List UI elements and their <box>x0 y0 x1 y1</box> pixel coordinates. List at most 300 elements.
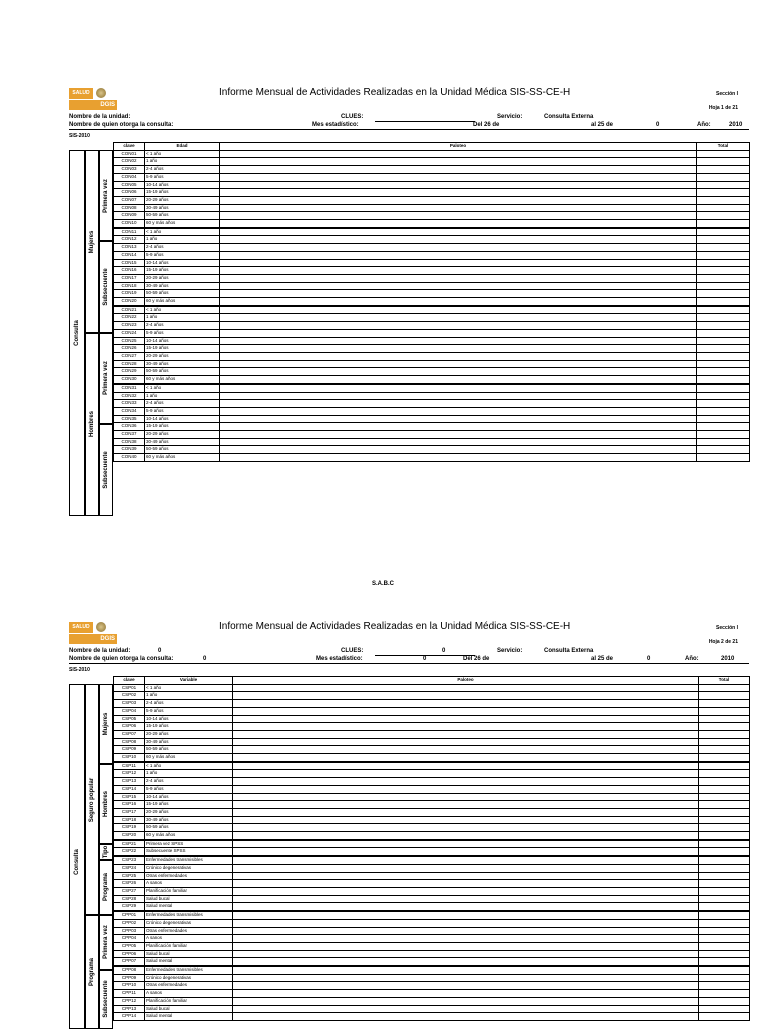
row-label: 2-4 años <box>145 166 220 174</box>
total-cell[interactable] <box>699 684 750 692</box>
total-cell[interactable] <box>699 990 750 998</box>
row-label: 1 año <box>145 158 220 166</box>
column-header: Edad <box>145 143 220 151</box>
row-code: CSP05 <box>114 715 145 723</box>
row-code: CON17 <box>114 274 145 282</box>
row-code: CPP01 <box>114 911 145 919</box>
total-cell[interactable] <box>699 880 750 888</box>
paloteo-cell[interactable] <box>233 864 699 872</box>
month-value[interactable]: 0 <box>423 656 427 662</box>
row-code: CPP14 <box>114 1013 145 1021</box>
row-label: 2-4 años <box>145 400 220 408</box>
total-cell[interactable] <box>699 903 750 911</box>
paloteo-cell[interactable] <box>233 935 699 943</box>
group-primera-vez: Primera vez <box>103 925 109 959</box>
row-code: CSP07 <box>114 730 145 738</box>
total-cell[interactable] <box>699 919 750 927</box>
row-label: Salud bucal <box>145 950 233 958</box>
report-title: Informe Mensual de Actividades Realizadas en la Unidad Médica SIS-SS-CE-H <box>219 87 571 98</box>
to-label: al 25 de <box>591 122 614 128</box>
row-label: 60 y más años <box>145 754 233 762</box>
paloteo-cell[interactable] <box>233 808 699 816</box>
to-value[interactable]: 0 <box>647 656 651 662</box>
group-subsecuente-m: Subsecuente <box>103 268 109 306</box>
row-code: CON34 <box>114 407 145 415</box>
total-cell[interactable] <box>699 808 750 816</box>
paloteo-cell[interactable] <box>233 738 699 746</box>
from-label: Del 26 de <box>463 656 490 662</box>
table-row <box>114 715 750 723</box>
table-row <box>114 684 750 692</box>
total-cell[interactable] <box>699 1005 750 1013</box>
row-code: CON09 <box>114 212 145 220</box>
row-label: 5-9 años <box>145 329 220 337</box>
paloteo-cell[interactable] <box>233 715 699 723</box>
row-label: Otras enfermedades <box>145 982 233 990</box>
row-code: CON01 <box>114 150 145 158</box>
total-cell[interactable] <box>699 911 750 919</box>
row-label: 20-29 años <box>145 352 220 360</box>
paloteo-cell[interactable] <box>233 919 699 927</box>
row-label: 30-49 años <box>145 738 233 746</box>
total-cell[interactable] <box>699 856 750 864</box>
row-code: CON21 <box>114 306 145 314</box>
paloteo-cell[interactable] <box>233 684 699 692</box>
row-label: 10-14 años <box>145 337 220 345</box>
paloteo-cell[interactable] <box>233 754 699 762</box>
paloteo-cell[interactable] <box>233 778 699 786</box>
row-label: Salud mental <box>145 1013 233 1021</box>
paloteo-cell[interactable] <box>233 746 699 754</box>
row-code: CSP26 <box>114 880 145 888</box>
table-row <box>114 793 750 801</box>
total-cell[interactable] <box>699 738 750 746</box>
total-cell[interactable] <box>699 785 750 793</box>
row-label: Planificación familiar <box>145 887 233 895</box>
unit-value[interactable]: 0 <box>158 648 162 654</box>
row-label: 10-14 años <box>145 793 233 801</box>
row-label: 15-19 años <box>145 801 233 809</box>
year-label: Año: <box>697 122 711 128</box>
total-cell[interactable] <box>699 832 750 840</box>
paloteo-cell[interactable] <box>233 887 699 895</box>
paloteo-cell[interactable] <box>233 832 699 840</box>
clues-value[interactable]: 0 <box>442 648 446 654</box>
total-cell[interactable] <box>699 895 750 903</box>
total-cell[interactable] <box>699 692 750 700</box>
row-code: CON14 <box>114 251 145 259</box>
row-label: A sanos <box>145 935 233 943</box>
row-label: 15-19 años <box>145 189 220 197</box>
row-label: Crónico degenerativas <box>145 864 233 872</box>
to-value[interactable]: 0 <box>656 122 660 128</box>
total-cell[interactable] <box>699 840 750 848</box>
group-consulta: Consulta <box>74 849 80 875</box>
row-code: CON12 <box>114 236 145 244</box>
row-code: CSP28 <box>114 895 145 903</box>
row-code: CON11 <box>114 228 145 236</box>
row-label: 10-14 años <box>145 259 220 267</box>
column-header: Paloteo <box>220 143 697 151</box>
clues-label: CLUES: <box>341 648 364 654</box>
service-label: Servicio: <box>497 648 523 654</box>
table-row <box>114 746 750 754</box>
table-row <box>114 887 750 895</box>
group-mujeres: Mujeres <box>103 712 109 736</box>
salud-dgis-logo <box>69 622 117 644</box>
table-row <box>114 754 750 762</box>
row-code: CON24 <box>114 329 145 337</box>
unit-label: Nombre de la unidad: <box>69 114 131 120</box>
row-code: CON15 <box>114 259 145 267</box>
seguro-popular-table <box>113 676 750 1021</box>
paloteo-cell[interactable] <box>233 990 699 998</box>
total-cell[interactable] <box>699 887 750 895</box>
month-label: Mes estadístico: <box>312 122 359 128</box>
row-label: Primera vez SPSS <box>145 840 233 848</box>
table-row <box>114 801 750 809</box>
row-code: CON07 <box>114 196 145 204</box>
row-label: 5-9 años <box>145 173 220 181</box>
total-cell[interactable] <box>699 730 750 738</box>
paloteo-cell[interactable] <box>233 707 699 715</box>
salud-logo-label: SALUD <box>69 88 93 99</box>
paloteo-cell[interactable] <box>233 856 699 864</box>
row-label: 15-19 años <box>145 723 233 731</box>
row-code: CPP11 <box>114 990 145 998</box>
total-cell[interactable] <box>699 942 750 950</box>
paloteo-cell[interactable] <box>233 895 699 903</box>
row-code: CON08 <box>114 204 145 212</box>
table-row <box>114 700 750 708</box>
row-code: CSP17 <box>114 808 145 816</box>
group-subsecuente: Subsecuente <box>103 980 109 1018</box>
row-code: CON31 <box>114 384 145 392</box>
total-cell[interactable] <box>699 958 750 966</box>
total-cell[interactable] <box>699 864 750 872</box>
table-header <box>114 677 750 685</box>
total-cell[interactable] <box>699 754 750 762</box>
row-code: CPP04 <box>114 935 145 943</box>
paloteo-cell[interactable] <box>233 700 699 708</box>
row-label: 50-59 años <box>145 368 220 376</box>
total-cell[interactable] <box>699 700 750 708</box>
column-header: clave <box>114 143 145 151</box>
table-row <box>114 856 750 864</box>
row-label: Otras enfermedades <box>145 872 233 880</box>
paloteo-cell[interactable] <box>233 848 699 856</box>
row-code: CSP29 <box>114 903 145 911</box>
group-primera-vez-h: Primera vez <box>103 361 109 395</box>
paloteo-cell[interactable] <box>233 974 699 982</box>
row-label: Crónico degenerativas <box>145 974 233 982</box>
row-label: 50-59 años <box>145 746 233 754</box>
row-label: 20-29 años <box>145 431 220 439</box>
year-label: Año: <box>685 656 699 662</box>
row-label: 1 año <box>145 236 220 244</box>
row-label: Planificación familiar <box>145 997 233 1005</box>
row-code: CON02 <box>114 158 145 166</box>
row-code: CPP02 <box>114 919 145 927</box>
table-row <box>114 770 750 778</box>
row-code: CON40 <box>114 454 145 462</box>
paloteo-cell[interactable] <box>233 762 699 770</box>
row-code: CSP27 <box>114 887 145 895</box>
salud-logo-label: SALUD <box>69 622 93 633</box>
row-code: CON35 <box>114 415 145 423</box>
row-label: 50-59 años <box>145 824 233 832</box>
footer-text: S.A.B.C <box>372 581 395 587</box>
row-code: CSP09 <box>114 746 145 754</box>
report-title: Informe Mensual de Actividades Realizadas en la Unidad Médica SIS-SS-CE-H <box>219 621 571 632</box>
table-row <box>114 785 750 793</box>
row-label: < 1 año <box>145 150 220 158</box>
total-cell[interactable] <box>699 974 750 982</box>
row-label: 5-9 años <box>145 407 220 415</box>
paloteo-cell[interactable] <box>233 793 699 801</box>
row-code: CSP18 <box>114 816 145 824</box>
total-cell[interactable] <box>699 793 750 801</box>
row-label: 1 año <box>145 692 233 700</box>
row-label: 15-19 años <box>145 423 220 431</box>
paloteo-cell[interactable] <box>233 958 699 966</box>
dgis-logo-label: DGIS <box>69 634 117 644</box>
paloteo-cell[interactable] <box>233 997 699 1005</box>
row-code: CON05 <box>114 181 145 189</box>
row-label: 10-14 años <box>145 181 220 189</box>
paloteo-cell[interactable] <box>233 872 699 880</box>
table-row <box>114 919 750 927</box>
group-hombres: Hombres <box>89 410 95 438</box>
total-cell[interactable] <box>699 778 750 786</box>
row-code: CON25 <box>114 337 145 345</box>
paloteo-cell[interactable] <box>233 723 699 731</box>
row-code: CON30 <box>114 376 145 384</box>
total-cell[interactable] <box>699 997 750 1005</box>
row-label: < 1 año <box>145 384 220 392</box>
row-label: 30-49 años <box>145 282 220 290</box>
grants-label: Nombre de quien otorga la consulta: <box>69 656 174 662</box>
group-consulta: Consulta <box>74 320 80 346</box>
row-label: Crónico degenerativas <box>145 919 233 927</box>
group-programa-outer: Programa <box>89 957 95 987</box>
service-value[interactable]: Consulta Externa <box>544 114 594 120</box>
paloteo-cell[interactable] <box>233 966 699 974</box>
total-cell[interactable] <box>699 927 750 935</box>
row-label: 5-9 años <box>145 785 233 793</box>
total-cell[interactable] <box>699 1013 750 1021</box>
row-code: CON33 <box>114 400 145 408</box>
paloteo-cell[interactable] <box>233 824 699 832</box>
row-code: CON36 <box>114 423 145 431</box>
grants-value[interactable]: 0 <box>203 656 207 662</box>
row-label: 30-49 años <box>145 816 233 824</box>
row-label: 20-29 años <box>145 274 220 282</box>
group-hombres: Hombres <box>103 790 109 818</box>
total-cell[interactable] <box>699 848 750 856</box>
table-row <box>114 707 750 715</box>
paloteo-cell[interactable] <box>233 950 699 958</box>
paloteo-cell[interactable] <box>233 927 699 935</box>
total-cell[interactable] <box>699 770 750 778</box>
from-label: Del 26 de <box>473 122 500 128</box>
paloteo-cell[interactable] <box>233 903 699 911</box>
row-label: 5-9 años <box>145 707 233 715</box>
total-cell[interactable] <box>699 950 750 958</box>
row-code: CON13 <box>114 244 145 252</box>
total-cell[interactable] <box>699 816 750 824</box>
unit-label: Nombre de la unidad: <box>69 648 131 654</box>
dgis-logo-label: DGIS <box>69 100 117 110</box>
row-code: CON19 <box>114 290 145 298</box>
row-label: Enfermedades transmisibles <box>145 966 233 974</box>
table-row <box>114 911 750 919</box>
row-label: < 1 año <box>145 228 220 236</box>
row-code: CSP06 <box>114 723 145 731</box>
row-code: CON26 <box>114 345 145 353</box>
table-row <box>114 730 750 738</box>
row-label: 60 y más años <box>145 298 220 306</box>
row-code: CPP03 <box>114 927 145 935</box>
total-cell[interactable] <box>699 715 750 723</box>
total-cell[interactable] <box>699 872 750 880</box>
paloteo-cell[interactable] <box>233 730 699 738</box>
table-row <box>114 692 750 700</box>
row-label: 30-49 años <box>145 438 220 446</box>
row-code: CSP02 <box>114 692 145 700</box>
table-row <box>114 824 750 832</box>
table-row <box>114 935 750 943</box>
paloteo-cell[interactable] <box>233 1013 699 1021</box>
table-row <box>114 997 750 1005</box>
row-code: CPP12 <box>114 997 145 1005</box>
paloteo-cell[interactable] <box>233 801 699 809</box>
clues-label: CLUES: <box>341 114 364 120</box>
table-row <box>114 1013 750 1021</box>
row-code: CSP21 <box>114 840 145 848</box>
row-code: CSP23 <box>114 856 145 864</box>
paloteo-cell[interactable] <box>233 982 699 990</box>
year-value[interactable]: 2010 <box>729 122 743 128</box>
form-code: SIS-2010 <box>69 667 90 673</box>
form-code: SIS-2010 <box>69 133 90 139</box>
column-header: Total <box>697 143 750 151</box>
row-code: CON16 <box>114 267 145 275</box>
row-label: 60 y más años <box>145 454 220 462</box>
row-label: < 1 año <box>145 306 220 314</box>
total-cell[interactable] <box>699 762 750 770</box>
paloteo-cell[interactable] <box>233 911 699 919</box>
month-label: Mes estadístico: <box>316 656 363 662</box>
row-label: 60 y más años <box>145 376 220 384</box>
table-row <box>114 762 750 770</box>
table-row <box>114 990 750 998</box>
paloteo-cell[interactable] <box>233 840 699 848</box>
row-code: CSP12 <box>114 770 145 778</box>
row-label: 15-19 años <box>145 267 220 275</box>
table-row <box>114 982 750 990</box>
row-code: CPP13 <box>114 1005 145 1013</box>
row-code: CON29 <box>114 368 145 376</box>
table-row <box>114 927 750 935</box>
seal-icon <box>96 622 106 632</box>
row-label: 20-29 años <box>145 808 233 816</box>
group-seguro-popular: Seguro popular <box>89 777 95 823</box>
row-code: CPP07 <box>114 958 145 966</box>
to-label: al 25 de <box>591 656 614 662</box>
table-row <box>114 1005 750 1013</box>
table-row <box>114 808 750 816</box>
table-row <box>114 966 750 974</box>
service-value[interactable]: Consulta Externa <box>544 648 594 654</box>
row-label: Otras enfermedades <box>145 927 233 935</box>
row-label: 60 y más años <box>145 832 233 840</box>
column-header: Paloteo <box>233 677 699 685</box>
group-programa: Programa <box>103 872 109 902</box>
row-label: 5-9 años <box>145 251 220 259</box>
sheet-number: Hoja 1 de 21 <box>708 105 738 111</box>
row-label: 30-49 años <box>145 360 220 368</box>
total-cell[interactable] <box>699 746 750 754</box>
row-code: CSP19 <box>114 824 145 832</box>
total-cell[interactable] <box>699 723 750 731</box>
row-code: CSP22 <box>114 848 145 856</box>
total-cell[interactable] <box>699 707 750 715</box>
total-cell[interactable] <box>699 982 750 990</box>
total-cell[interactable] <box>699 935 750 943</box>
row-code: CON27 <box>114 352 145 360</box>
total-cell[interactable] <box>699 824 750 832</box>
row-code: CON38 <box>114 438 145 446</box>
row-code: CSP13 <box>114 778 145 786</box>
row-code: CSP25 <box>114 872 145 880</box>
paloteo-cell[interactable] <box>233 770 699 778</box>
row-code: CSP15 <box>114 793 145 801</box>
service-label: Servicio: <box>497 114 523 120</box>
paloteo-cell[interactable] <box>233 692 699 700</box>
row-label: 60 y más años <box>145 220 220 228</box>
row-label: Salud mental <box>145 903 233 911</box>
row-code: CON06 <box>114 189 145 197</box>
row-label: Salud bucal <box>145 1005 233 1013</box>
row-code: CPP08 <box>114 966 145 974</box>
row-code: CPP09 <box>114 974 145 982</box>
row-label: 50-59 años <box>145 290 220 298</box>
year-value[interactable]: 2010 <box>721 656 735 662</box>
row-label: 2-4 años <box>145 244 220 252</box>
paloteo-cell[interactable] <box>233 1005 699 1013</box>
row-code: CSP04 <box>114 707 145 715</box>
paloteo-cell[interactable] <box>233 942 699 950</box>
row-label: < 1 año <box>145 762 233 770</box>
paloteo-cell[interactable] <box>233 785 699 793</box>
sheet-number: Hoja 2 de 21 <box>708 639 738 645</box>
row-label: 10-14 años <box>145 715 233 723</box>
row-label: 30-49 años <box>145 204 220 212</box>
paloteo-cell[interactable] <box>233 816 699 824</box>
row-code: CON04 <box>114 173 145 181</box>
row-label: 1 año <box>145 314 220 322</box>
paloteo-cell[interactable] <box>233 880 699 888</box>
column-header: Total <box>699 677 750 685</box>
row-code: CSP20 <box>114 832 145 840</box>
row-code: CSP01 <box>114 684 145 692</box>
table-row <box>114 840 750 848</box>
row-code: CON28 <box>114 360 145 368</box>
row-label: Enfermedades transmisibles <box>145 856 233 864</box>
total-cell[interactable] <box>699 966 750 974</box>
total-cell[interactable] <box>699 801 750 809</box>
